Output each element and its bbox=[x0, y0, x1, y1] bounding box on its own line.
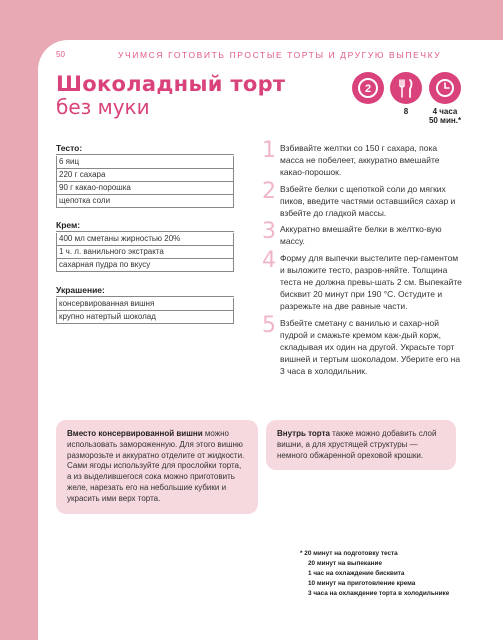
tip-text: также можно добавить слой вишни, а для хрустящей структуры — немного обжаренной ореховой крошки. bbox=[277, 429, 437, 460]
time-label-minutes: 50 мин.* bbox=[428, 116, 462, 125]
step-number: 3 bbox=[262, 219, 276, 245]
page-number: 50 bbox=[56, 50, 65, 59]
ingredient-item: 400 мл сметаны жирностью 20% bbox=[56, 233, 234, 246]
step-text: Взбейте белки с щепоткой соли до мягких пиков, введите частями оставшийся сахар и взбейте до гладкой массы. bbox=[280, 183, 456, 219]
tip-bold-lead: Внутрь торта bbox=[277, 429, 330, 438]
time-icon bbox=[429, 72, 461, 104]
step-text: Взбивайте желтки со 150 г сахара, пока масса не побелеет, аккуратно вмешайте какао-порошок. bbox=[280, 143, 440, 178]
ingredients-heading: Крем: bbox=[56, 220, 234, 232]
ingredient-item: щепотка соли bbox=[56, 195, 234, 208]
step-text: Аккуратно вмешайте белки в желтко-вую массу. bbox=[280, 224, 442, 247]
tip-box-cherry bbox=[56, 420, 258, 514]
step-3 bbox=[262, 219, 462, 247]
recipe-subtitle: без муки bbox=[56, 95, 150, 119]
step-4 bbox=[262, 247, 462, 313]
running-head: УЧИМСЯ ГОТОВИТЬ ПРОСТЫЕ ТОРТЫ И ДРУГУЮ ВЫПЕЧКУ bbox=[118, 50, 442, 60]
ingredients-decoration bbox=[56, 285, 234, 324]
ingredient-item: 6 яиц bbox=[56, 156, 234, 169]
step-number: 5 bbox=[262, 312, 276, 338]
recipe-steps bbox=[262, 138, 462, 378]
recipe-title: Шоколадный торт bbox=[56, 72, 286, 96]
timing-row: 1 час на охлаждение бисквита bbox=[308, 570, 405, 577]
timing-row: * 20 минут на подготовку теста bbox=[300, 550, 398, 557]
tip-box-filling bbox=[266, 420, 456, 470]
ingredients-cream bbox=[56, 220, 234, 272]
difficulty-level: 2 bbox=[364, 83, 372, 95]
timing-row: 3 часа на охлаждение торта в холодильнике bbox=[308, 590, 450, 597]
servings-icon bbox=[390, 72, 422, 104]
recipe-page bbox=[38, 40, 503, 640]
step-number: 4 bbox=[262, 247, 276, 273]
ingredients-heading: Украшение: bbox=[56, 285, 234, 297]
servings-label: 8 bbox=[403, 107, 409, 116]
step-5 bbox=[262, 312, 462, 378]
ingredient-item: 220 г сахара bbox=[56, 169, 234, 182]
ingredients-dough bbox=[56, 143, 234, 208]
step-1 bbox=[262, 138, 462, 179]
timing-breakdown bbox=[300, 549, 449, 599]
step-number: 2 bbox=[262, 178, 276, 204]
timing-row: 20 минут на выпекание bbox=[308, 560, 383, 567]
tip-text: можно использовать замороженную. Для этого вишню разморозьте и аккуратно отделите от жидкости. Сами ягоды используйте для прослойки торта, а из выделившегося сока можно приготовить желе, нарезать его на небольшие кубики и украсить ими верх торта. bbox=[67, 429, 245, 503]
step-text: Форму для выпечки выстелите пер-гаментом и выложите тесто, разров-няйте. Толщина теста не должна превы-шать 2 см. Выпекайте бисквит 20 минут при 190 °С. Остудите и разрежьте на две равные части. bbox=[280, 252, 462, 312]
ingredient-item: 1 ч. л. ванильного экстракта bbox=[56, 246, 234, 259]
timing-row: 10 минут на приготовление крема bbox=[308, 580, 416, 587]
tip-bold-lead: Вместо консервированной вишни bbox=[67, 429, 203, 438]
difficulty-icon bbox=[352, 72, 384, 104]
ingredient-item: консервированная вишня bbox=[56, 298, 234, 311]
step-number: 1 bbox=[262, 138, 276, 163]
ingredient-item: крупно натертый шоколад bbox=[56, 311, 234, 324]
step-text: Взбейте сметану с ванилью и сахар-ной пудрой и смажьте кремом каж-дый корж, складывая их один на другой. Украсьте торт вишней и тертым шоколадом. Уберите его на 3 часа в холодильник. bbox=[280, 317, 461, 377]
ingredient-item: сахарная пудра по вкусу bbox=[56, 259, 234, 272]
ingredient-item: 90 г какао-порошка bbox=[56, 182, 234, 195]
step-2 bbox=[262, 178, 462, 220]
time-label-hours: 4 часа bbox=[432, 107, 458, 116]
ingredients-heading: Тесто: bbox=[56, 143, 234, 155]
